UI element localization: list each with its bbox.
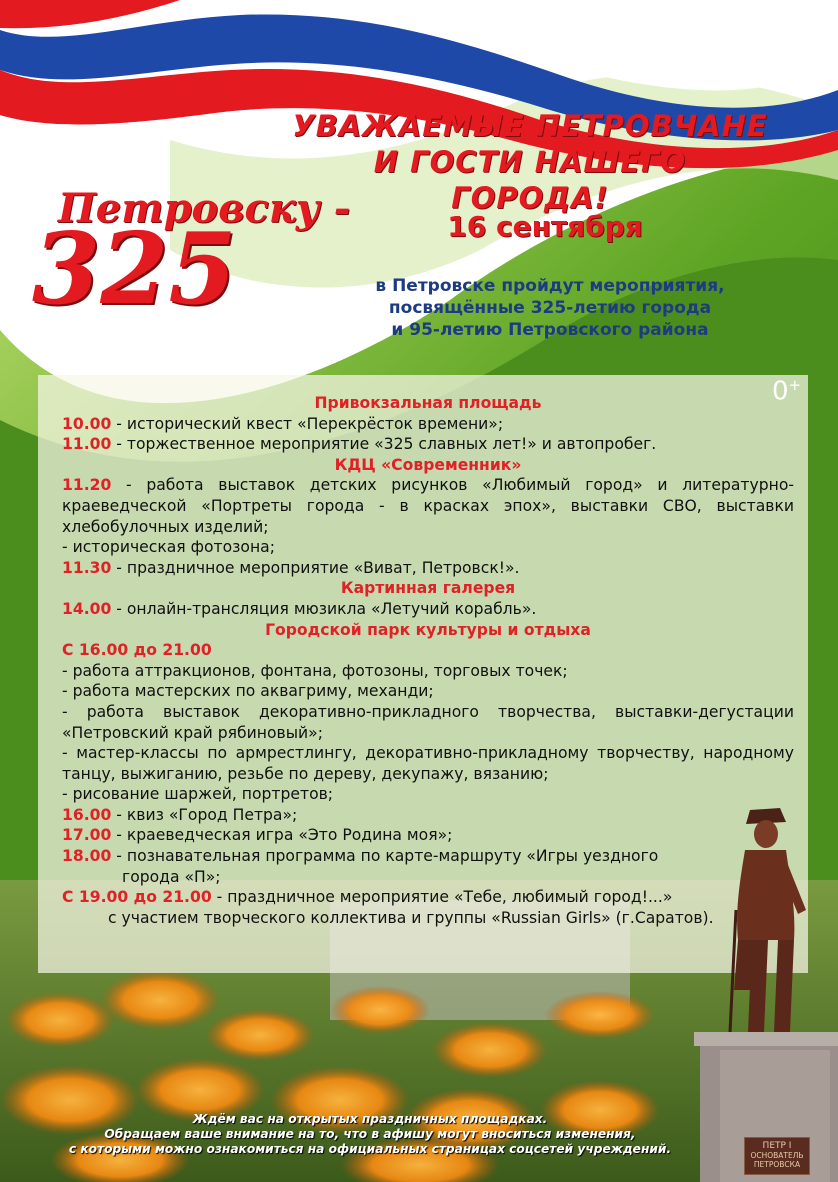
item-text: - рисование шаржей, портретов; bbox=[62, 785, 334, 804]
item-text: - краеведческая игра «Это Родина моя»; bbox=[111, 826, 453, 845]
item-text: - работа выставок детских рисунков «Любимый город» и литературно-краеведческой «Портреты города - в красках эпох», выставки СВО, выставки хлебобулочных изделий; bbox=[62, 476, 794, 536]
program-item bbox=[62, 887, 794, 908]
program-item bbox=[62, 681, 794, 702]
program-item bbox=[62, 414, 794, 435]
section-title: Городской парк культуры и отдыха bbox=[265, 620, 591, 639]
item-time: 11.00 bbox=[62, 435, 112, 454]
program-item bbox=[62, 784, 794, 805]
program-item bbox=[62, 661, 794, 682]
peter-i-monument-image bbox=[690, 800, 838, 1182]
item-text: - праздничное мероприятие «Тебе, любимый город!...» bbox=[211, 888, 673, 907]
item-time: 14.00 bbox=[62, 599, 112, 618]
item-time: 17.00 bbox=[62, 826, 112, 845]
age-rating-sign: + bbox=[788, 376, 802, 394]
item-time: 11.30 bbox=[62, 558, 112, 577]
plaque-line-3: ПЕТРОВСКА bbox=[753, 1160, 801, 1169]
item-time: С 19.00 до 21.00 bbox=[62, 888, 212, 907]
greeting-line-2: И ГОСТИ НАШЕГО ГОРОДА! bbox=[373, 145, 687, 215]
item-text: - квиз «Город Петра»; bbox=[111, 805, 298, 824]
item-text: - познавательная программа по карте-маршруту «Игры уездного bbox=[111, 847, 659, 866]
item-text: - праздничное мероприятие «Виват, Петровск!». bbox=[111, 558, 520, 577]
item-time: 18.00 bbox=[62, 847, 112, 866]
time-range: С 16.00 до 21.00 bbox=[62, 641, 212, 660]
program-item bbox=[62, 702, 794, 743]
section-title: КДЦ «Современник» bbox=[334, 455, 522, 474]
plaque-line-2: ОСНОВАТЕЛЬ bbox=[750, 1151, 804, 1160]
program-content bbox=[62, 393, 794, 928]
section-title: Картинная галерея bbox=[340, 579, 516, 598]
program-item bbox=[62, 599, 794, 620]
greeting-line-1: УВАЖАЕМЫЕ ПЕТРОВЧАНЕ bbox=[292, 109, 768, 143]
item-text: - работа мастерских по аквагриму, механди; bbox=[62, 682, 434, 701]
subtitle-line-1: в Петровске пройдут мероприятия, bbox=[375, 276, 725, 296]
item-text: - онлайн-трансляция мюзикла «Летучий корабль». bbox=[111, 599, 537, 618]
event-date: 16 сентября bbox=[447, 210, 643, 243]
program-item bbox=[62, 805, 794, 826]
item-text: - историческая фотозона; bbox=[62, 538, 275, 557]
program-item-continuation: с участием творческого коллектива и группы «Russian Girls» (г.Саратов). bbox=[108, 908, 714, 927]
item-time: 16.00 bbox=[62, 805, 112, 824]
greeting-title bbox=[290, 108, 770, 216]
program-item bbox=[62, 434, 794, 455]
program-item-continuation: города «П»; bbox=[122, 867, 221, 886]
program-item bbox=[62, 846, 794, 867]
anniversary-logo-number: 325 bbox=[32, 212, 237, 327]
item-text: - исторический квест «Перекрёсток времени»; bbox=[111, 414, 504, 433]
program-item bbox=[62, 825, 794, 846]
age-rating-value: 0 bbox=[772, 376, 789, 407]
item-text: - мастер-классы по армрестлингу, декоративно-прикладному творчеству, народному танцу, выжиганию, резьбе по дереву, декупажу, вязанию; bbox=[62, 744, 794, 783]
item-text: - работа выставок декоративно-прикладного творчества, выставки-дегустации «Петровский край рябиновый»; bbox=[62, 702, 794, 742]
item-time: 11.20 bbox=[62, 476, 112, 495]
anniversary-logo-title: Петровску - bbox=[58, 185, 351, 232]
plaque-line-1: ПЕТР I bbox=[762, 1141, 792, 1151]
subtitle-line-2: посвящённые 325-летию города bbox=[388, 298, 712, 318]
footer-line-1: Ждём вас на открытых праздничных площадках. bbox=[192, 1112, 548, 1126]
subtitle-line-3: и 95-летию Петровского района bbox=[391, 320, 709, 340]
monument-plaque bbox=[744, 1137, 810, 1175]
program-item bbox=[62, 558, 794, 579]
section-title: Привокзальная площадь bbox=[314, 394, 542, 412]
program-item bbox=[62, 743, 794, 784]
footer-line-3: с которыми можно ознакомиться на официальных страницах соцсетей учреждений. bbox=[68, 1142, 672, 1156]
footer-line-2: Обращаем ваше внимание на то, что в афишу могут вноситься изменения, bbox=[104, 1127, 636, 1141]
item-time: 10.00 bbox=[62, 414, 112, 433]
event-subtitle bbox=[340, 275, 760, 341]
item-text: - работа аттракционов, фонтана, фотозоны, торговых точек; bbox=[62, 661, 568, 680]
program-item bbox=[62, 537, 794, 558]
program-item bbox=[62, 475, 794, 537]
footer-note bbox=[60, 1112, 680, 1157]
item-text: - торжественное мероприятие «325 славных лет!» и автопробег. bbox=[111, 435, 657, 454]
